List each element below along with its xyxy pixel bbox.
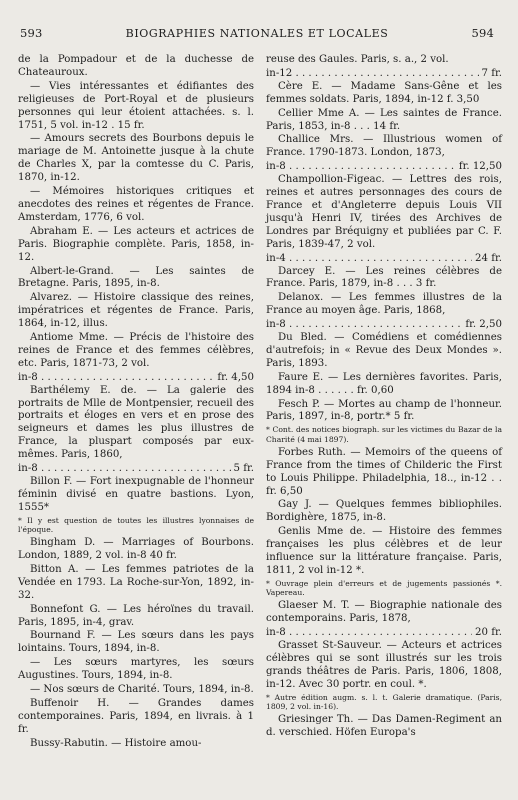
page-number-left: 593 bbox=[20, 26, 43, 40]
format-text: in-8 . . . bbox=[266, 161, 456, 174]
running-title: BIOGRAPHIES NATIONALES ET LOCALES bbox=[125, 27, 389, 40]
price-text: fr. 4,50 bbox=[217, 371, 254, 383]
price-line bbox=[266, 627, 502, 640]
bibliography-entry: — Amours secrets des Bourbons depuis le mariage de M. Antoinette jusque à la chute de Charles X, par la comtesse du C. Paris, 1870, in-12. bbox=[18, 133, 254, 184]
page-number-right: 594 bbox=[471, 26, 494, 40]
price-text: 5 fr. bbox=[233, 463, 254, 475]
bibliography-entry: Barthélemy E. de. — La galerie des portraits de Mlle de Montpensier, recueil des portraits et éloges en vers et en prose des seigneurs et dames les plus illustres de France, la pluspart composés par eux-mêmes. Paris, 1860, bbox=[18, 384, 254, 461]
price-text: fr. 2,50 bbox=[465, 319, 502, 331]
bibliography-entry: Alvarez. — Histoire classique des reines, impératrices et régentes de France. Paris, 1864, in-12, illus. bbox=[18, 292, 254, 330]
bibliography-entry: Albert-le-Grand. — Les saintes de Bretagne. Paris, 1895, in-8. bbox=[18, 265, 254, 290]
bibliography-entry: — Nos sœurs de Charité. Tours, 1894, in-8. bbox=[30, 684, 254, 696]
left-column bbox=[18, 54, 254, 752]
bibliography-entry: — Mémoires historiques critiques et anecdotes des reines et régentes de France. Amsterdam, 1776, 6 vol. bbox=[18, 186, 254, 223]
bibliography-entry: Darcey E. — Les reines célèbres de France. Paris, 1879, in-8 . . . 3 fr. bbox=[266, 265, 502, 290]
bibliography-entry: — Vies intéressantes et édifiantes des religieuses de Port-Royal et de plusieurs personnes qui leur étoient attachées. s. l. 1751, 5 vol. in-12 . 15 fr. bbox=[18, 80, 254, 131]
bibliography-entry: Buffenoir H. — Grandes dames contemporaines. Paris, 1894, en livrais. à 1 fr. bbox=[18, 698, 254, 735]
right-column bbox=[266, 54, 502, 752]
bibliography-entry: Delanox. — Les femmes illustres de la France au moyen âge. Paris, 1868, bbox=[266, 292, 502, 317]
bibliography-entry: Champollion-Figeac. — Lettres des rois, reines et autres personnages des cours de France et d'Angleterre depuis Louis VII jusqu'à Henri IV, tirées des Archives de Londres par Bréquigny et publiées par C. F. Paris, 1839-47, 2 vol. bbox=[266, 174, 502, 250]
price-line bbox=[18, 372, 254, 385]
bibliography-entry: Bonnefont G. — Les héroïnes du travail. Paris, 1895, in-4, grav. bbox=[18, 603, 254, 628]
bibliography-entry: Bussy-Rabutin. — Histoire amou- bbox=[30, 737, 202, 749]
format-text: in-8 . . . bbox=[266, 319, 462, 332]
format-text: in-8 . . . bbox=[18, 372, 214, 385]
price-line bbox=[266, 253, 502, 266]
bibliography-entry: Grasset St-Sauveur. — Acteurs et actrices célèbres qui se sont illustrés sur les trois grands théâtres de Paris. Paris, 1806, 1808, in-12. Avec 30 portr. en coul. *. bbox=[266, 639, 502, 690]
format-text: in-8 . . . bbox=[18, 463, 231, 476]
footnote: * Ouvrage plein d'erreurs et de jugements passionés *. Vapereau. bbox=[266, 578, 502, 598]
bibliography-entry: Antiome Mme. — Précis de l'histoire des reines de France et des femmes célèbres, etc. Paris, 1871-73, 2 vol. bbox=[18, 332, 254, 369]
page-header bbox=[20, 26, 494, 40]
price-line bbox=[18, 463, 254, 476]
format-text: in-8 . . . bbox=[266, 627, 472, 640]
bibliography-entry: Cellier Mme A. — Les saintes de France. Paris, 1853, in-8 . . . 14 fr. bbox=[266, 107, 502, 132]
bibliography-entry: Forbes Ruth. — Memoirs of the queens of France from the times of Childeric the First to Louis Philippe. Philadelphia, 18.., in-12 . . fr. 6,50 bbox=[266, 446, 502, 497]
bibliography-entry: Faure E. — Les dernières favorites. Paris, 1894 in-8 . . . . . . fr. 0,60 bbox=[266, 371, 502, 396]
price-line bbox=[266, 161, 502, 174]
bibliography-entry: Bingham D. — Marriages of Bourbons. London, 1889, 2 vol. in-8 40 fr. bbox=[18, 537, 254, 562]
text-columns bbox=[18, 54, 500, 752]
bibliography-entry: Griesinger Th. — Das Damen-Regiment an d. verschied. Höfen Europa's bbox=[266, 714, 502, 738]
price-text: 20 fr. bbox=[475, 627, 502, 639]
price-text: 24 fr. bbox=[475, 252, 502, 264]
format-text: in-12 . . . bbox=[266, 68, 479, 81]
bibliography-entry: Bitton A. — Les femmes patriotes de la Vendée en 1793. La Roche-sur-Yon, 1892, in-32. bbox=[18, 563, 254, 601]
price-line bbox=[266, 68, 502, 81]
bibliography-entry: Du Bled. — Comédiens et comédiennes d'autrefois; in « Revue des Deux Mondes ». Paris, 1893. bbox=[266, 332, 502, 369]
price-line bbox=[266, 319, 502, 332]
bibliography-entry: Gay J. — Quelques femmes bibliophiles. Bordighère, 1875, in-8. bbox=[266, 499, 502, 524]
bibliography-entry: Billon F. — Fort inexpugnable de l'honneur féminin divisé en quatre bastions. Lyon, 1555* bbox=[18, 476, 254, 513]
bibliography-entry: Abraham E. — Les acteurs et actrices de Paris. Biographie complète. Paris, 1858, in-12. bbox=[18, 225, 254, 263]
price-text: fr. 12,50 bbox=[458, 161, 502, 173]
bibliography-entry: reuse des Gaules. Paris, s. a., 2 vol. bbox=[266, 54, 449, 65]
bibliography-entry: Cère E. — Madame Sans-Gêne et les femmes soldats. Paris, 1894, in-12 f. 3,50 bbox=[266, 80, 502, 105]
bibliography-entry: Challice Mrs. — Illustrious women of France. 1790-1873. London, 1873, bbox=[266, 134, 502, 159]
bibliography-entry: Genlis Mme de. — Histoire des femmes françaises les plus célèbres et de leur influence sur la littérature française. Paris, 1811, 2 vol in-12 *. bbox=[266, 526, 502, 576]
bibliography-entry: Glaeser M. T. — Biographie nationale des contemporains. Paris, 1878, bbox=[266, 600, 502, 625]
bibliography-entry: Bournand F. — Les sœurs dans les pays lointains. Tours, 1894, in-8. bbox=[18, 630, 254, 655]
format-text: in-4 . . . bbox=[266, 253, 472, 266]
bibliography-entry: de la Pompadour et de la duchesse de Chateauroux. bbox=[18, 54, 254, 78]
footnote: * Il y est question de toutes les illustres lyonnaises de l'époque. bbox=[18, 515, 254, 534]
price-text: 7 fr. bbox=[481, 67, 502, 79]
bibliography-entry: — Les sœurs martyres, les sœurs Augustines. Tours, 1894, in-8. bbox=[18, 657, 254, 682]
footnote: * Cont. des notices biograph. sur les victimes du Bazar de la Charité (4 mai 1897). bbox=[266, 425, 502, 444]
bibliography-entry: Fesch P. — Mortes au champ de l'honneur. Paris, 1897, in-8, portr.* 5 fr. bbox=[266, 398, 502, 423]
footnote: * Autre édition augm. s. l. t. Galerie dramatique. (Paris, 1809, 2 vol. in-16). bbox=[266, 692, 502, 711]
